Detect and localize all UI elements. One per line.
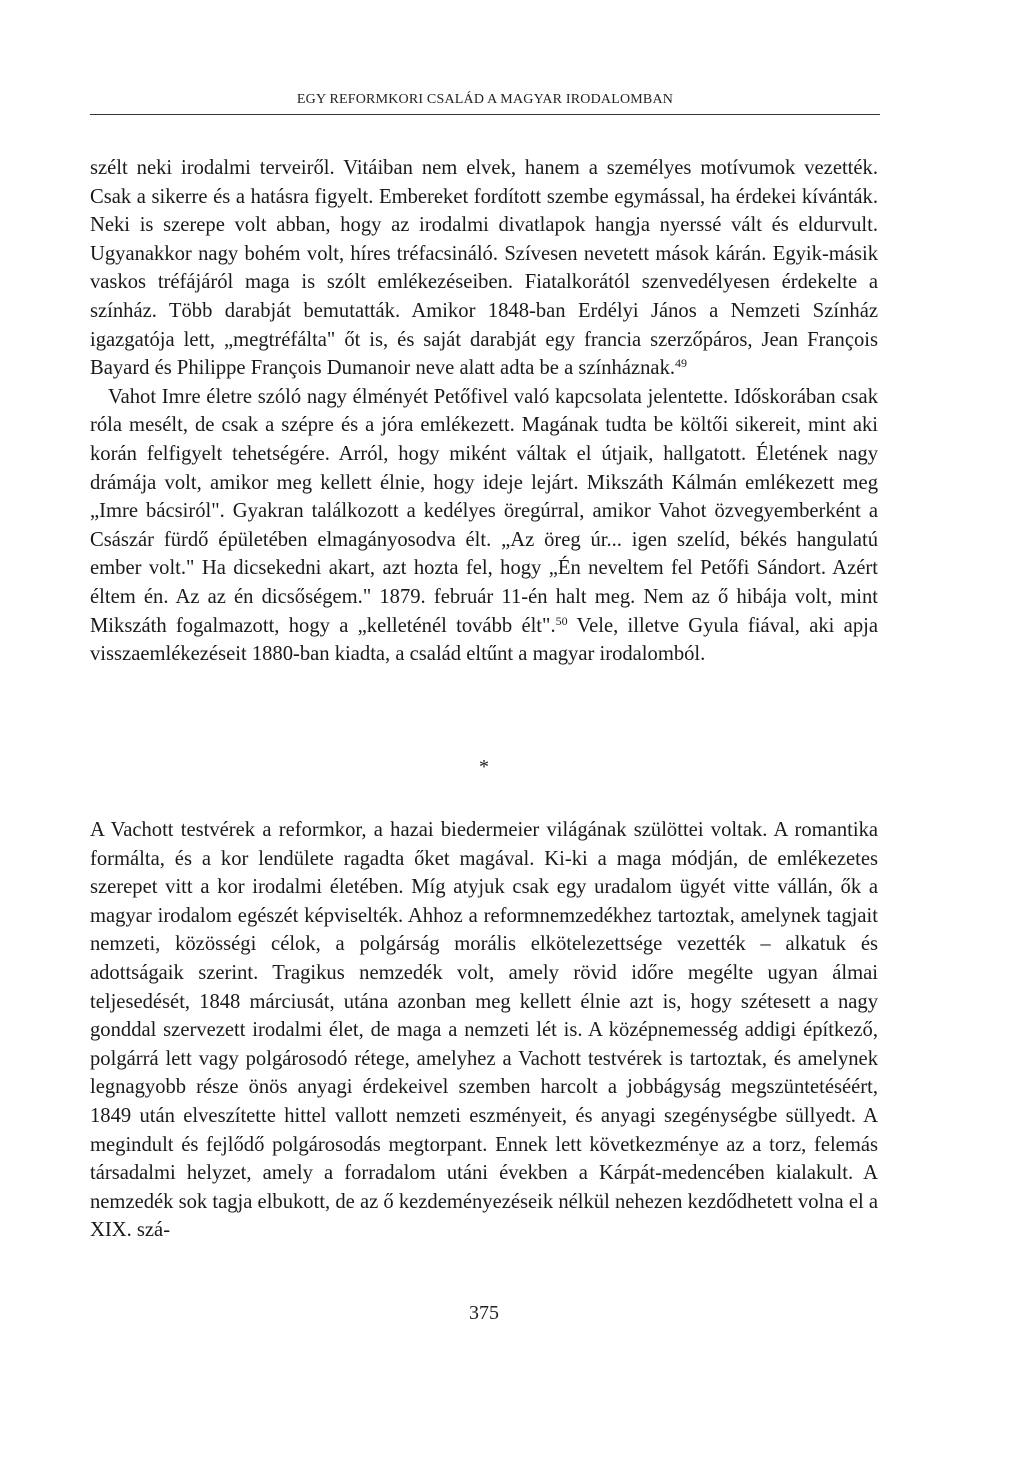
page-number: 375 [469,1302,499,1324]
paragraph-vahot-imre [90,383,878,669]
paragraph-vachott-testverek: A Vachott testvérek a reformkor, a hazai biedermeier világának szülöttei voltak. A romantika formálta, és a kor lendülete ragadta őket magával. Ki-ki a maga módján, de emlékezetes szerepet vitt a kor irodalmi életében. Míg atyjuk csak egy uradalom ügyét vitte vállán, ők a magyar irodalom egészét képviselték. Ahhoz a reformnemzedékhez tartoztak, amelynek tagjait nemzeti, közösségi célok, a polgárság morális elkötelezettsége vezették – alkatuk és adottságaik szerint. Tragikus nemzedék volt, amely rövid időre megélte ugyan álmai teljesedését, 1848 márciusát, utána azonban meg kellett élnie azt is, hogy szétesett a nagy gonddal szervezett irodalmi élet, de maga a nemzeti lét is. A középnemesség addigi építkező, polgárrá lett vagy polgárosodó rétege, amelyhez a Vachott testvérek is tartoztak, és amelynek legnagyobb része önös anyagi érdekeivel szemben harcolt a jobbágyság megszüntetéséért, 1849 után elveszítette hittel vallott nemzeti eszményeit, és anyagi szegénységbe süllyedt. A megindult és fejlődő polgárosodás megtorpant. Ennek lett következménye az a torz, felemás társadalmi helyzet, amely a forradalom utáni években a Kárpát-medencében kialakult. A nemzedék sok tagja elbukott, de az ő kezdeményezéseik nélkül nehezen kezdődhetett volna el a XIX. szá- [90,819,878,1242]
paragraph-continuation [90,154,878,383]
footnote-ref-50: 50 [555,613,568,628]
header-rule [90,114,880,115]
footnote-ref-49: 49 [675,356,688,371]
paragraph-1-text: szélt neki irodalmi terveiről. Vitáiban nem elvek, hanem a személyes motívumok vezették. Csak a sikerre és a hatásra figyelt. Embereket fordított szembe egymással, ha érdekei kívánták. Neki is szerepe volt abban, hogy az irodalmi divatlapok hangja nyerssé vált és eldurvult. Ugyanakkor nagy bohém volt, híres tréfacsináló. Szívesen nevetett mások kárán. Egyik-másik vaskos tréfájáról maga is szólt emlékezéseiben. Fiatalkorától szenvedélyesen érdekelte a színház. Több darabját bemutatták. Amikor 1848-ban Erdélyi János a Nemzeti Színház igazgatója lett, „megtréfálta" őt is, és saját darabját egy francia szerzőpáros, Jean François Bayard és Philippe François Dumanoir neve alatt adta be a színháznak. [90,157,878,380]
text-block-lower [90,816,878,1245]
text-block-upper [90,154,878,669]
paragraph-2-text-b: Vele, illetve Gyula fiával, aki apja visszaemlékezéseit 1880-ban kiadta, a család eltűnt a magyar irodalomból. [90,614,878,666]
running-head: EGY REFORMKORI CSALÁD A MAGYAR IRODALOMBAN [296,92,674,107]
section-separator: * [479,756,489,778]
paragraph-2-text-a: Vahot Imre életre szóló nagy élményét Petőfivel való kapcsolata jelentette. Időskorában csak róla mesélt, de csak a szépre és a jóra emlékezett. Magának tudta be költői sikereit, mint aki korán felfigyelt tehetségére. Arról, hogy miként váltak el útjaik, hallgatott. Életének nagy drámája volt, amikor meg kellett élnie, hogy ideje lejárt. Mikszáth Kálmán emlékezett meg „Imre bácsiról". Gyakran találkozott a kedélyes öregúrral, amikor Vahot özvegyemberként a Császár fürdő épületében elmagányosodva élt. „Az öreg úr... igen szelíd, békés hangulatú ember volt." Ha dicsekedni akart, azt hozta fel, hogy „Én neveltem fel Petőfi Sándort. Azért éltem én. Az az én dicsőségem." 1879. február 11-én halt meg. Nem az ő hibája volt, mint Mikszáth fogalmazott, hogy a „kelleténél tovább élt". [90,385,878,637]
